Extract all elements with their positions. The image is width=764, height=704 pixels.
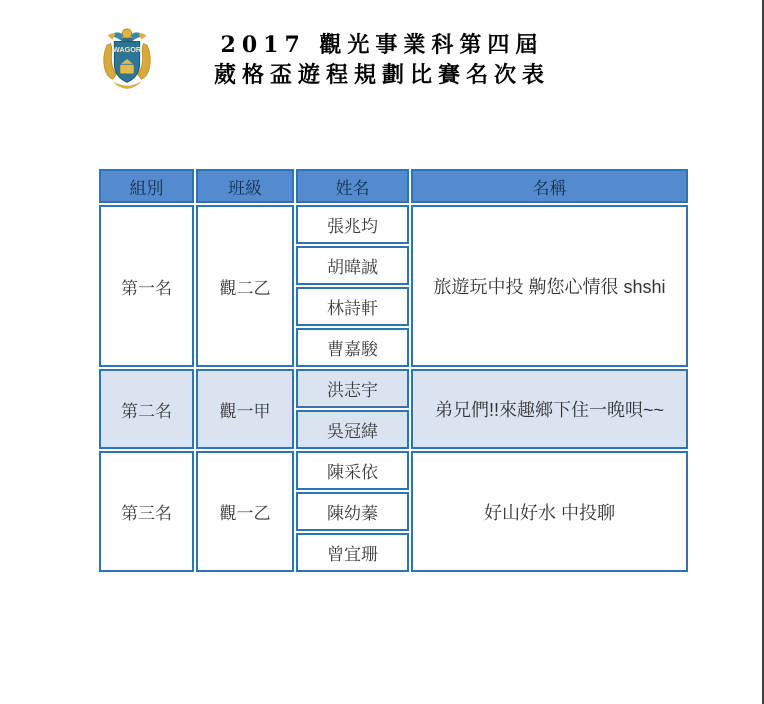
results-table-body [99,205,688,572]
member-name-cell: 吳冠緯 [296,410,409,449]
member-name-cell: 胡暐誠 [296,246,409,285]
class-cell: 觀二乙 [196,205,294,367]
table-row [99,451,688,490]
rank-cell: 第二名 [99,369,194,449]
member-name-cell: 張兆均 [296,205,409,244]
rank-cell: 第一名 [99,205,194,367]
table-row [99,205,688,244]
header-class: 班級 [196,169,294,203]
class-cell: 觀一乙 [196,451,294,572]
results-table [97,167,690,574]
page-title [0,30,764,90]
crest-wagor-text: WAGOR [112,45,142,55]
member-name-cell: 林詩軒 [296,287,409,326]
page-title-line-1: 2017 觀光事業科第四屆 [220,32,544,58]
header-name: 姓名 [296,169,409,203]
member-name-cell: 洪志宇 [296,369,409,408]
member-name-cell: 陳采依 [296,451,409,490]
entry-title-cell: 好山好水 中投聊 [411,451,688,572]
table-row [99,369,688,408]
member-name-cell: 曾宜珊 [296,533,409,572]
entry-title-cell: 弟兄們!!來趣鄉下住一晚唄~~ [411,369,688,449]
member-name-cell: 陳幼蓁 [296,492,409,531]
member-name-cell: 曹嘉駿 [296,328,409,367]
class-cell: 觀一甲 [196,369,294,449]
rank-cell: 第三名 [99,451,194,572]
entry-title-cell: 旅遊玩中投 齁您心情很 shshi [411,205,688,367]
header-title: 名稱 [411,169,688,203]
table-header-row [99,169,688,203]
header-rank: 組別 [99,169,194,203]
page-title-line-2: 葳格盃遊程規劃比賽名次表 [213,62,550,88]
